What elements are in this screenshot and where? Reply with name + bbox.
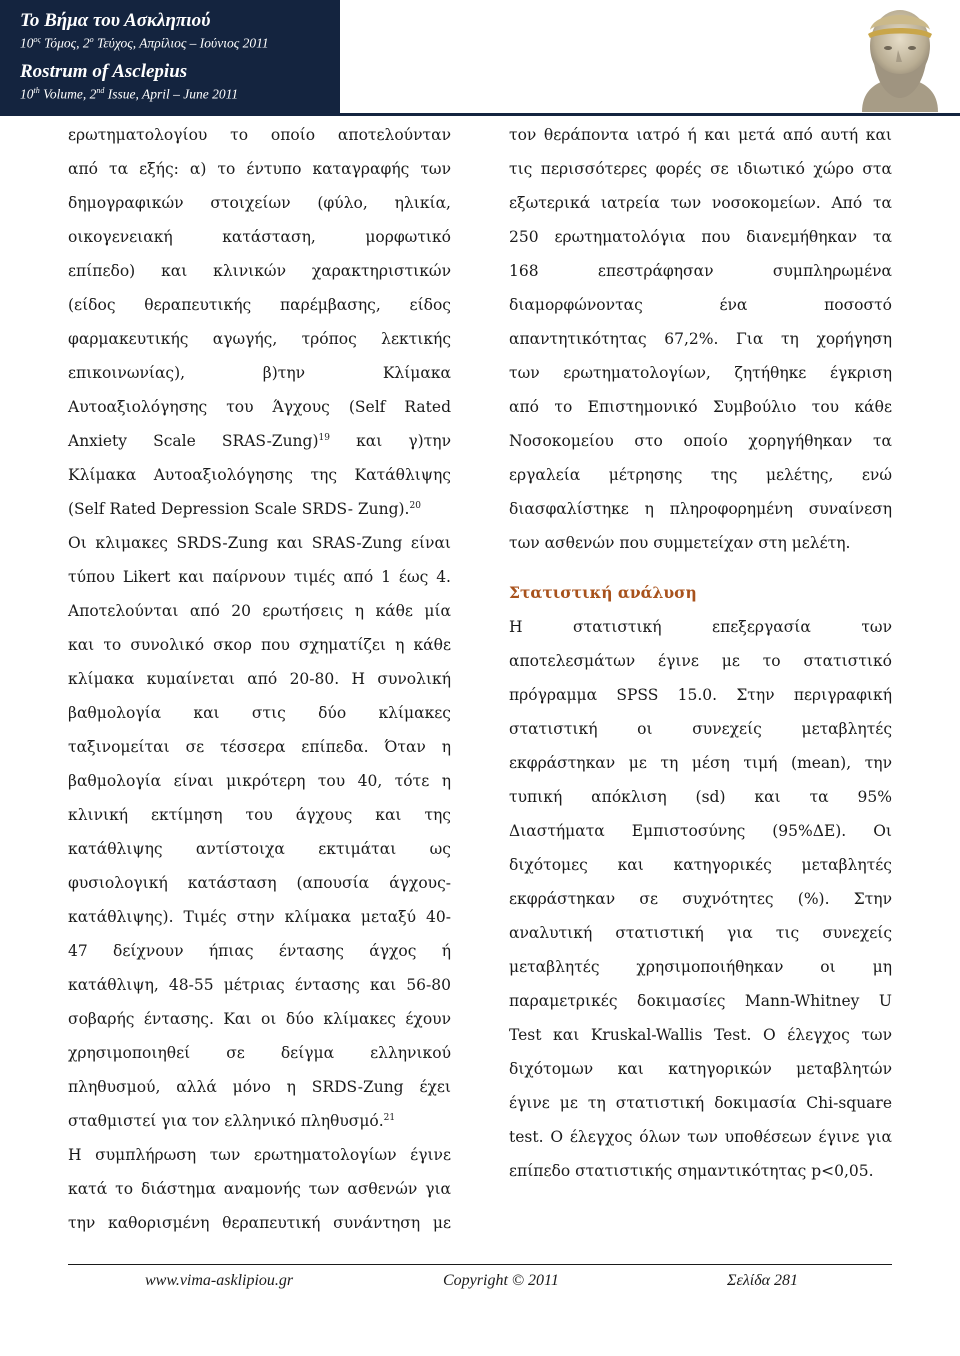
text-line: φυσιολογική κατάσταση (απουσία άγχους-	[68, 874, 451, 892]
text-line: 168 επεστράφησαν συμπληρωμένα	[509, 262, 892, 280]
text-line: έγινε με τη στατιστική δοκιμασία Chi-square	[509, 1094, 892, 1112]
header-rule	[340, 113, 960, 116]
text-line: βαθμολογία είναι μικρότερη του 40, τότε η	[68, 772, 451, 790]
text-line: αποτελεσμάτων έγινε με το στατιστικό	[509, 652, 892, 670]
text-line: κλίμακα κυμαίνεται από 20-80. Η συνολική	[68, 670, 451, 688]
asclepius-bust-icon	[840, 0, 960, 112]
footer-website: www.vima-asklipiou.gr	[145, 1272, 294, 1289]
text-line: (είδος θεραπευτικής παρέμβασης, είδος	[68, 296, 451, 314]
text-line: τις περισσότερες φορές σε ιδιωτικό χώρο στα	[509, 160, 892, 178]
right-paragraph	[509, 118, 892, 560]
text-line: Η στατιστική επεξεργασία των	[509, 618, 892, 636]
text-line: ταξινομείται σε τέσσερα επίπεδα. Όταν η	[68, 738, 451, 756]
text-line: διασφαλίστηκε η πληροφορημένη συναίνεση	[509, 500, 892, 518]
text-line: εκφράστηκαν σε συχνότητες (%). Στην	[509, 890, 892, 908]
section-heading-statistical-analysis: Στατιστική ανάλυση	[509, 583, 697, 602]
citation-superscript: 20	[409, 500, 421, 511]
text-line: δημογραφικών στοιχείων (φύλο, ηλικία,	[68, 194, 451, 212]
text-line: Οι κλιμακες SRDS-Zung και SRAS-Zung είναι	[68, 534, 451, 552]
text-line: Αυτοαξιολόγησης του Άγχους (Self Rated	[68, 398, 451, 416]
citation-superscript: 21	[383, 1112, 396, 1123]
text-line: Νοσοκομείου στο οποίο χορηγήθηκαν τα	[509, 432, 892, 450]
text-line: απαντητικότητας 67,2%. Για τη χορήγηση	[509, 330, 892, 348]
text-line: εξωτερικά ιατρεία των νοσοκομείων. Από τα	[509, 194, 892, 212]
header-title-band	[0, 0, 340, 116]
text-line: 250 ερωτηματολόγια που διανεμήθηκαν τα	[509, 228, 892, 246]
issue-info-english: 10th Volume, 2nd Issue, April – June 2011	[20, 86, 239, 102]
text-line: επικοινωνίας), β)την Κλίμακα	[68, 364, 451, 382]
text-line: κλινική εκτίμηση του άγχους και της	[68, 806, 451, 824]
journal-header	[0, 0, 960, 116]
text-line: κατάθλιψης αντίστοιχα εκτιμάται ως	[68, 840, 451, 858]
text-line: εκφράστηκαν με τη μέση τιμή (mean), την	[509, 754, 892, 772]
text-line: κατάθλιψης). Τιμές στην κλίμακα μεταξύ 40-	[68, 908, 451, 926]
text-line: εργαλεία μέτρησης της μελέτης, ενώ	[509, 466, 892, 484]
journal-title-greek: Το Βήμα του Ασκληπιού	[20, 10, 211, 31]
text-line: πληθυσμού, αλλά μόνο η SRDS-Zung έχει	[68, 1078, 451, 1096]
text-line: Διαστήματα Εμπιστοσύνης (95%ΔΕ). Οι	[509, 822, 892, 840]
text-line: σταθμιστεί για τον ελληνικό πληθυσμό.$^{21}$	[68, 1112, 396, 1130]
text-line: Αποτελούνται από 20 ερωτήσεις η κάθε μία	[68, 602, 451, 620]
text-line: την καθορισμένη θεραπευτική συνάντηση με	[68, 1214, 451, 1232]
text-line: στατιστική οι συνεχείς μεταβλητές	[509, 720, 892, 738]
text-line: επίπεδο στατιστικής σημαντικότητας p<0,05.	[509, 1162, 874, 1180]
statistical-analysis-paragraph	[509, 610, 892, 1188]
text-line: διαμορφώνοντας ένα ποσοστό	[509, 296, 892, 314]
footer-copyright: Copyright © 2011	[443, 1272, 559, 1289]
text-line: βαθμολογία και στις δύο κλίμακες	[68, 704, 451, 722]
citation-superscript: 19	[318, 432, 330, 443]
text-line: πρόγραμμα SPSS 15.0. Στην περιγραφική	[509, 686, 892, 704]
text-line: των ερωτηματολογίων, ζητήθηκε έγκριση	[509, 364, 892, 382]
text-line: Anxiety Scale SRAS-Zung)$^{19}$ και γ)την	[68, 432, 451, 450]
text-line: Κλίμακα Αυτοαξιολόγησης της Κατάθλιψης	[68, 466, 451, 484]
text-line: διχότομων και κατηγορικών μεταβλητών	[509, 1060, 892, 1078]
text-line: και το συνολικό σκορ που σχηματίζει η κάθε	[68, 636, 451, 654]
text-line: επίπεδο) και κλινικών χαρακτηριστικών	[68, 262, 451, 280]
text-line: κατά το διάστημα αναμονής των ασθενών για	[68, 1180, 451, 1198]
text-line: Test και Kruskal-Wallis Test. Ο έλεγχος των	[509, 1026, 892, 1044]
text-line: κατάθλιψη, 48-55 μέτριας έντασης και 56-80	[68, 976, 451, 994]
text-line: test. Ο έλεγχος όλων των υποθέσεων έγινε για	[509, 1128, 892, 1146]
journal-title-english: Rostrum of Asclepius	[20, 61, 188, 82]
paragraph-gap	[509, 560, 892, 576]
text-line: τυπική απόκλιση (sd) και τα 95%	[509, 788, 892, 806]
issue-info-greek: $10^{o\varsigma}$ Τόμος, $2^o$ Τεύχος, Απρίλιος – Ιούνιος 2011	[20, 35, 269, 51]
text-line: ερωτηματολογίου το οποίο αποτελούνταν	[68, 126, 451, 144]
text-line: διχότομες και κατηγορικές μεταβλητές	[509, 856, 892, 874]
text-line: αναλυτική στατιστική για τις συνεχείς	[509, 924, 892, 942]
text-line: από τα εξής: α) το έντυπο καταγραφής των	[68, 160, 451, 178]
right-text-column	[509, 118, 892, 1188]
text-line: Η συμπλήρωση των ερωτηματολογίων έγινε	[68, 1146, 451, 1164]
text-line: (Self Rated Depression Scale SRDS- Zung).$^{20}$	[68, 500, 421, 518]
text-line: μεταβλητές χρησιμοποιήθηκαν οι μη	[509, 958, 892, 976]
text-line: οικογενειακή κατάσταση, μορφωτικό	[68, 228, 451, 246]
text-line: παραμετρικές δοκιμασίες Mann-Whitney U	[509, 992, 892, 1010]
footer-page-number: Σελίδα 281	[727, 1272, 799, 1289]
text-line: φαρμακευτικής αγωγής, τρόπος λεκτικής	[68, 330, 451, 348]
left-text-column	[68, 118, 451, 1240]
text-line: τον θεράποντα ιατρό ή και μετά από αυτή και	[509, 126, 892, 144]
text-line: τύπου Likert και παίρνουν τιμές από 1 έως 4.	[68, 568, 451, 586]
text-line: από το Επιστημονικό Συμβούλιο του κάθε	[509, 398, 892, 416]
text-line: 47 δείχνουν ήπιας έντασης άγχος ή	[68, 942, 451, 960]
text-line: των ασθενών που συμμετείχαν στη μελέτη.	[509, 534, 851, 552]
text-line: σοβαρής έντασης. Και οι δύο κλίμακες έχουν	[68, 1010, 451, 1028]
footer-rule	[68, 1264, 892, 1265]
text-line: χρησιμοποιηθεί σε δείγμα ελληνικού	[68, 1044, 451, 1062]
